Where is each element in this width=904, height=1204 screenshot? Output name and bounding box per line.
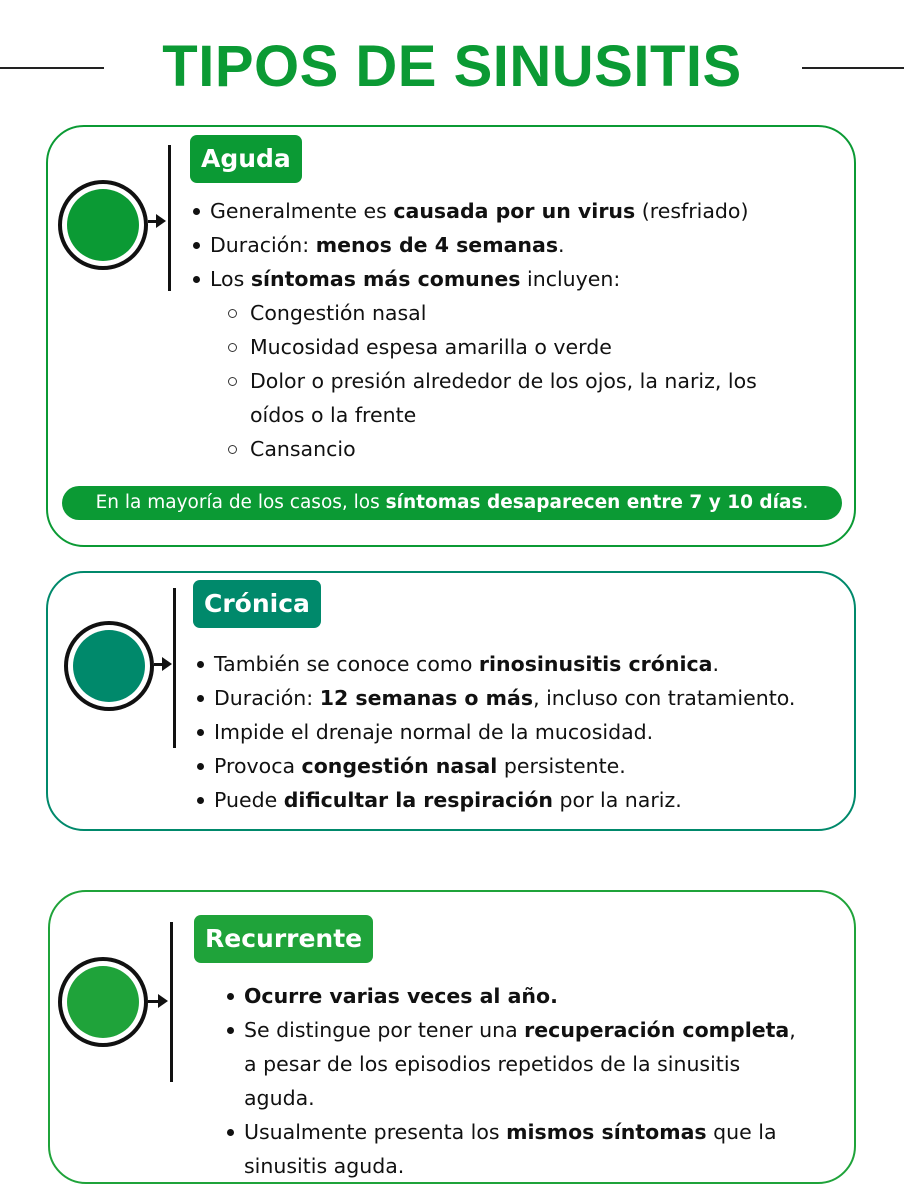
list-item: Impide el drenaje normal de la mucosidad. [194, 715, 834, 749]
arrow-connector [154, 663, 162, 666]
list-item: Los síntomas más comunes incluyen: [190, 262, 810, 296]
page-title: TIPOS DE SINUSITIS [162, 34, 742, 99]
list-aguda [190, 194, 810, 466]
sub-list-item: Cansancio [190, 432, 810, 466]
circle-icon-cronica [64, 621, 154, 711]
list-recurrente [224, 979, 814, 1183]
arrow-right-icon [162, 657, 172, 671]
sub-list-item: Mucosidad espesa amarilla o verde [190, 330, 810, 364]
list-item: Se distingue por tener una recuperación completa, a pesar de los episodios repetidos de la sinusitis aguda. [224, 1013, 814, 1115]
arrow-right-icon [156, 214, 166, 228]
list-item: Puede dificultar la respiración por la nariz. [194, 783, 834, 817]
label-recurrente: Recurrente [194, 915, 373, 963]
circle-icon-recurrente [58, 957, 148, 1047]
arrow-right-icon [158, 994, 168, 1008]
list-item: Generalmente es causada por un virus (resfriado) [190, 194, 810, 228]
circle-icon-aguda [58, 180, 148, 270]
divider-line [173, 588, 176, 748]
label-cronica: Crónica [193, 580, 321, 628]
list-item: Duración: menos de 4 semanas. [190, 228, 810, 262]
divider-line [170, 922, 173, 1082]
arrow-connector [148, 1000, 158, 1003]
sub-list-item: Dolor o presión alrededor de los ojos, la nariz, los oídos o la frente [190, 364, 810, 432]
list-cronica [194, 647, 834, 817]
list-item: Ocurre varias veces al año. [224, 979, 814, 1013]
list-item: También se conoce como rinosinusitis crónica. [194, 647, 834, 681]
divider-line [168, 145, 171, 291]
list-item: Usualmente presenta los mismos síntomas que la sinusitis aguda. [224, 1115, 814, 1183]
list-item: Provoca congestión nasal persistente. [194, 749, 834, 783]
list-item: Duración: 12 semanas o más, incluso con tratamiento. [194, 681, 834, 715]
note-aguda: En la mayoría de los casos, los síntomas desaparecen entre 7 y 10 días. [62, 486, 842, 520]
sub-list-item: Congestión nasal [190, 296, 810, 330]
arrow-connector [148, 220, 156, 223]
label-aguda: Aguda [190, 135, 302, 183]
